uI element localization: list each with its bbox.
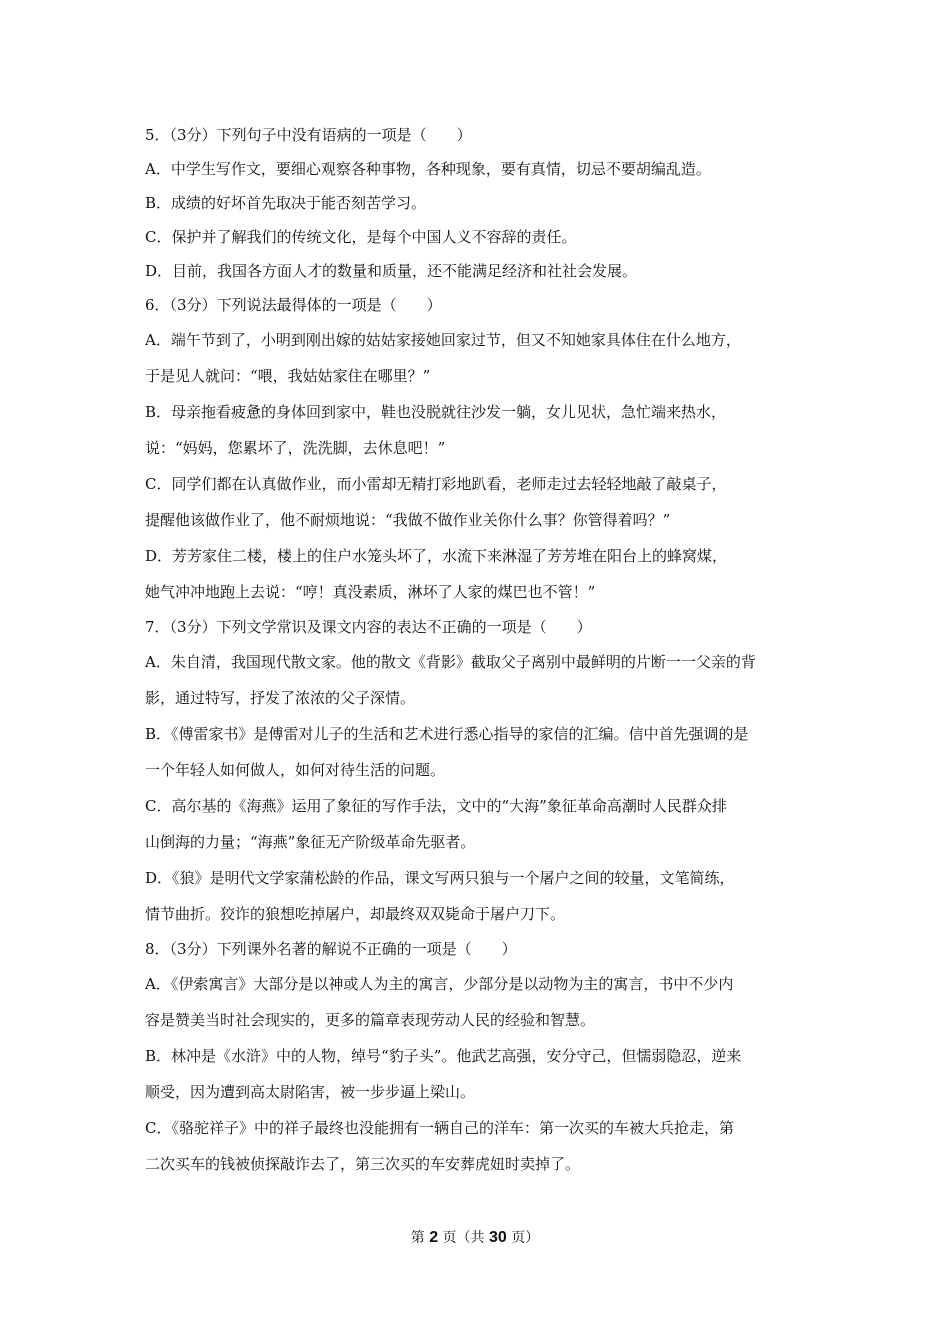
question-stem: 6．（3分）下列说法最得体的一项是（ ）	[145, 296, 442, 314]
option-text-continued: 二次买车的钱被侦探敲诈去了，第三次买的车安葬虎妞时卖掉了。	[145, 1155, 581, 1173]
option-text-continued: 影，通过特写，抒发了浓浓的父子深情。	[145, 689, 416, 707]
option-text: C．《骆驼祥子》中的祥子最终也没能拥有一辆自己的洋车：第一次买的车被大兵抢走，第	[145, 1119, 734, 1137]
option-text: C．保护并了解我们的传统文化，是每个中国人义不容辞的责任。	[145, 228, 577, 246]
answer-option	[145, 1038, 810, 1110]
answer-option	[145, 788, 810, 860]
answer-option	[145, 716, 810, 788]
answer-option	[145, 538, 810, 610]
footer-suffix: 页）	[511, 1230, 540, 1246]
answer-option	[145, 644, 810, 716]
answer-option	[145, 860, 810, 932]
footer-total-pages: 30	[489, 1229, 507, 1246]
option-text-continued: 情节曲折。狡诈的狼想吃掉屠户，却最终双双毙命于屠户刀下。	[145, 905, 566, 923]
option-text: D．芳芳家住二楼，楼上的住户水笼头坏了，水流下来淋湿了芳芳堆在阳台上的蜂窝煤，	[145, 547, 728, 565]
option-text-continued: 顺受，因为遭到高太尉陷害，被一步步逼上梁山。	[145, 1083, 476, 1101]
option-text: A．朱自清，我国现代散文家。他的散文《背影》截取父子离别中最鲜明的片断一一父亲的背	[145, 653, 756, 671]
question-block	[145, 118, 810, 288]
option-text: A．中学生写作文，要细心观察各种事物，各种现象，要有真情，切忌不要胡编乱造。	[145, 160, 711, 178]
question-stem: 5．（3分）下列句子中没有语病的一项是（ ）	[145, 126, 472, 144]
page-footer	[0, 1224, 950, 1252]
question-content	[145, 118, 810, 1182]
option-text-continued: 容是赞美当时社会现实的，更多的篇章表现劳动人民的经验和智慧。	[145, 1011, 596, 1029]
option-text-continued: 说：“妈妈，您累坏了，洗洗脚，去休息吧！”	[145, 439, 446, 457]
answer-option	[145, 322, 810, 394]
answer-option	[145, 152, 810, 186]
question-block	[145, 610, 810, 932]
answer-option	[145, 466, 810, 538]
answer-option	[145, 220, 810, 254]
footer-mid: 页（共	[442, 1230, 485, 1246]
question-stem: 8．（3分）下列课外名著的解说不正确的一项是（ ）	[145, 940, 517, 958]
option-text-continued: 于是见人就问：“喂，我姑姑家住在哪里？”	[145, 367, 431, 385]
option-text-continued: 提醒他该做作业了，他不耐烦地说：“我做不做作业关你什么事？你管得着吗？”	[145, 511, 671, 529]
answer-option	[145, 254, 810, 288]
option-text: A．《伊索寓言》大部分是以神或人为主的寓言，少部分是以动物为主的寓言，书中不少内	[145, 975, 734, 993]
option-text-continued: 一个年轻人如何做人，如何对待生活的问题。	[145, 761, 446, 779]
option-text: B．林冲是《水浒》中的人物，绰号“豹子头”。他武艺高强，安分守己，但懦弱隐忍，逆来	[145, 1047, 742, 1065]
question-block	[145, 288, 810, 610]
option-text-continued: 山倒海的力量；“海燕”象征无产阶级革命先驱者。	[145, 833, 476, 851]
option-text: C．同学们都在认真做作业，而小雷却无精打彩地趴看，老师走过去轻轻地敲了敲桌子，	[145, 475, 727, 493]
option-text: B．成绩的好坏首先取决于能否刻苦学习。	[145, 194, 427, 212]
answer-option	[145, 186, 810, 220]
option-text: C．高尔基的《海燕》运用了象征的写作手法，文中的“大海”象征革命高潮时人民群众排	[145, 797, 727, 815]
option-text: A．端午节到了，小明到刚出嫁的姑姑家接她回家过节，但又不知她家具体住在什么地方，	[145, 331, 741, 349]
option-text-continued: 她气冲冲地跑上去说：“哼！真没素质，淋坏了人家的煤巴也不管！”	[145, 583, 596, 601]
option-text: B．母亲拖看疲惫的身体回到家中，鞋也没脱就往沙发一躺，女儿见状，急忙端来热水，	[145, 403, 727, 421]
option-text: D．目前，我国各方面人才的数量和质量，还不能满足经济和社社会发展。	[145, 262, 638, 280]
option-text: B．《傅雷家书》是傅雷对儿子的生活和艺术进行悉心指导的家信的汇编。信中首先强调的是	[145, 725, 749, 743]
question-stem: 7．（3分）下列文学常识及课文内容的表达不正确的一项是（ ）	[145, 618, 592, 636]
answer-option	[145, 966, 810, 1038]
answer-option	[145, 394, 810, 466]
answer-option	[145, 1110, 810, 1182]
option-text: D．《狼》是明代文学家蒲松龄的作品，课文写两只狼与一个屠户之间的较量，文笔简练，	[145, 869, 735, 887]
footer-page-number: 2	[429, 1229, 439, 1246]
footer-prefix: 第	[410, 1230, 425, 1246]
question-block	[145, 932, 810, 1182]
